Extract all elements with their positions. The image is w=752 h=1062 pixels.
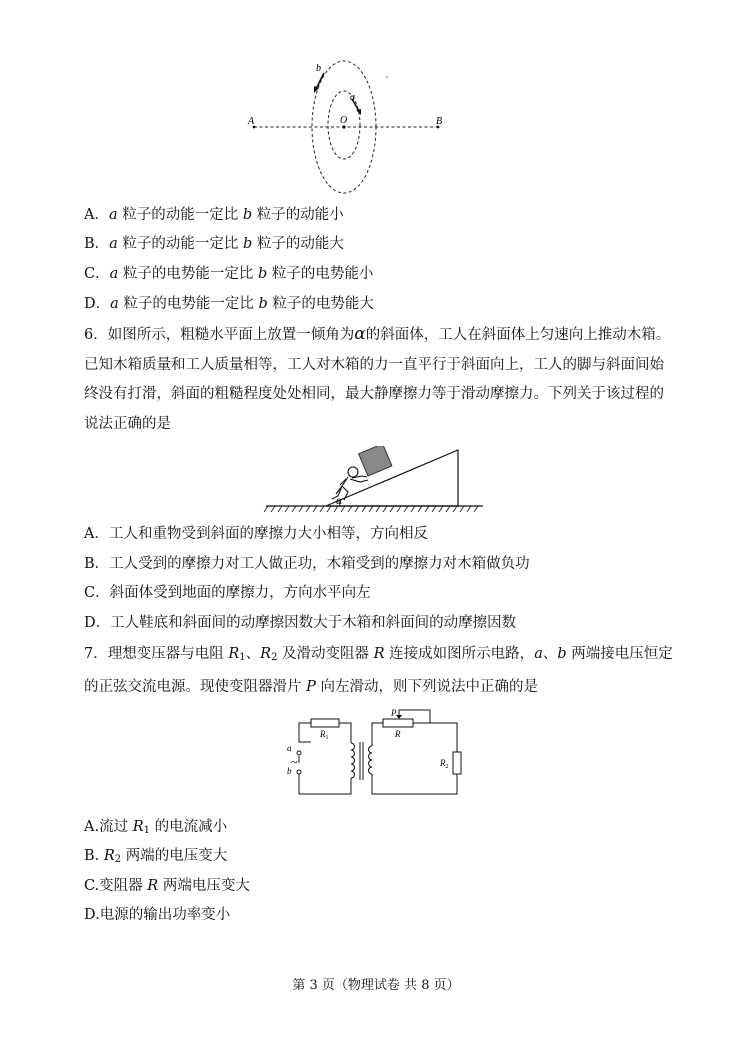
fig-label-A: A	[248, 116, 255, 127]
option-text: 粒子的电势能一定比	[122, 266, 254, 282]
option-text-end: 粒子的电势能大	[272, 296, 374, 312]
option-text-end: 粒子的动能大	[256, 236, 344, 252]
fig-label-a: a	[287, 743, 292, 753]
option-letter: D．	[84, 296, 111, 312]
q7-option-c	[84, 876, 250, 896]
option-letter: A．	[84, 207, 109, 223]
stray-dot	[386, 76, 388, 78]
option-text: 粒子的动能一定比	[122, 207, 239, 223]
slider-P-arrow	[396, 715, 402, 719]
q6-stem-part2: 的斜面体，工人在斜面体上匀速向上推动木箱。已知木箱质量和工人质量相等，工人对木箱的力一直平行于斜面向上，工人的脚与斜面间始终没有打滑，斜面的粗糙程度处处相同，最大静摩擦力等于滑动摩擦力。下列关于该过程的说法正确的是	[84, 327, 671, 432]
option-text: C.变阻器	[84, 878, 148, 894]
ground-hatch	[264, 506, 478, 512]
var-sub: 2	[114, 854, 122, 865]
resistor-R1	[311, 719, 339, 727]
resistor-R2	[453, 752, 461, 774]
q7-text-5: 、	[542, 646, 558, 662]
var-b: b	[243, 236, 253, 252]
q7-text-6: 两端接电压恒定的正弦交流电源。现使变阻器滑片	[84, 646, 673, 695]
secondary-coil	[369, 746, 373, 774]
fig-label-b: b	[316, 63, 321, 74]
var-R2-sub: 2	[271, 652, 278, 663]
q7-text-4: 连接成如图所示电路，	[384, 646, 535, 662]
q7-text-3: 及滑动变阻器	[277, 646, 374, 662]
q7-text-1: 7．理想变压器与电阻	[84, 646, 229, 662]
q5-option-b	[84, 234, 344, 254]
option-text: A.流过	[84, 819, 133, 835]
particle-a-arrowhead	[356, 109, 361, 115]
option-text-end: 粒子的动能小	[256, 207, 344, 223]
fig-label-R2-main: R	[440, 758, 446, 768]
particle-b-arrow	[316, 73, 324, 89]
var-R: R	[103, 848, 115, 864]
var-R: R	[132, 819, 144, 835]
q7-option-d: D.电源的输出功率变小	[84, 907, 231, 923]
option-text: 粒子的动能一定比	[122, 236, 239, 252]
q6-option-a: A．工人和重物受到斜面的摩擦力大小相等，方向相反	[84, 526, 428, 542]
var-R: R	[373, 646, 385, 662]
var-b: b	[258, 296, 268, 312]
option-text-end: 两端的电压变大	[121, 848, 228, 864]
terminal-a	[297, 751, 301, 755]
circuit-figure	[283, 706, 473, 800]
fig-label-R: R	[395, 729, 401, 739]
var-R1: R	[228, 646, 240, 662]
page-footer: 第 3 页（物理试卷 共 8 页）	[292, 978, 460, 993]
var-R2: R	[260, 646, 272, 662]
q7-text-7: 向左滑动，则下列说法中正确的是	[315, 678, 538, 695]
option-letter: B．	[84, 236, 110, 252]
option-text-end: 两端电压变大	[158, 878, 250, 894]
fig-label-O: O	[340, 115, 348, 126]
var-a: a	[109, 236, 118, 252]
q6-option-d: D．工人鞋底和斜面间的动摩擦因数大于木箱和斜面间的动摩擦因数	[84, 615, 517, 631]
q6-stem-part1: 6．如图所示，粗糙水平面上放置一倾角为	[84, 327, 355, 343]
var-b: b	[257, 266, 268, 282]
var-a: a	[109, 266, 119, 282]
box	[359, 446, 392, 476]
q5-option-c	[84, 264, 373, 284]
primary-coil	[351, 743, 355, 778]
q6-option-b: B．工人受到的摩擦力对工人做正功，木箱受到的摩擦力对木箱做负功	[84, 556, 530, 572]
fig-label-ac: ~	[291, 755, 298, 769]
fig-label-a: a	[350, 92, 355, 103]
q7-option-a	[84, 817, 227, 841]
q5-option-a	[84, 205, 344, 225]
fig-label-B: B	[436, 116, 443, 127]
orbit-figure	[240, 55, 455, 195]
option-text-end: 粒子的电势能小	[271, 266, 374, 282]
var-sub: 1	[143, 825, 150, 836]
var-a: a	[534, 646, 543, 662]
q7-stem	[84, 640, 674, 702]
fig-label-R1-sub: 1	[325, 735, 329, 741]
q7-option-b	[84, 846, 227, 870]
option-text: B.	[84, 848, 104, 864]
rheostat-R	[383, 719, 413, 727]
incline-figure	[262, 446, 487, 521]
q7-text-2: 、	[245, 646, 261, 662]
var-a: a	[110, 296, 119, 312]
q6-option-c: C．斜面体受到地面的摩擦力，方向水平向左	[84, 585, 371, 601]
fig-label-R2-sub: 2	[445, 764, 449, 770]
fig-label-b: b	[287, 766, 292, 776]
terminal-b	[297, 770, 301, 774]
q5-option-d	[84, 294, 374, 314]
var-R1-sub: 1	[239, 652, 246, 663]
var-b: b	[557, 646, 567, 662]
q6-stem	[84, 320, 674, 439]
fig-label-R2	[439, 758, 449, 770]
fig-label-alpha: α	[336, 493, 343, 507]
fig-label-R1-main: R	[320, 729, 326, 739]
fig-label-R1	[319, 729, 329, 741]
option-text: 粒子的电势能一定比	[123, 296, 254, 312]
var-P: P	[306, 678, 316, 695]
alpha-symbol: α	[354, 324, 366, 344]
var-b: b	[242, 207, 253, 223]
var-a: a	[108, 207, 118, 223]
fig-label-P: P	[391, 708, 397, 718]
option-letter: C．	[84, 266, 110, 282]
var-R: R	[147, 878, 159, 894]
option-text-end: 的电流减小	[150, 819, 228, 835]
